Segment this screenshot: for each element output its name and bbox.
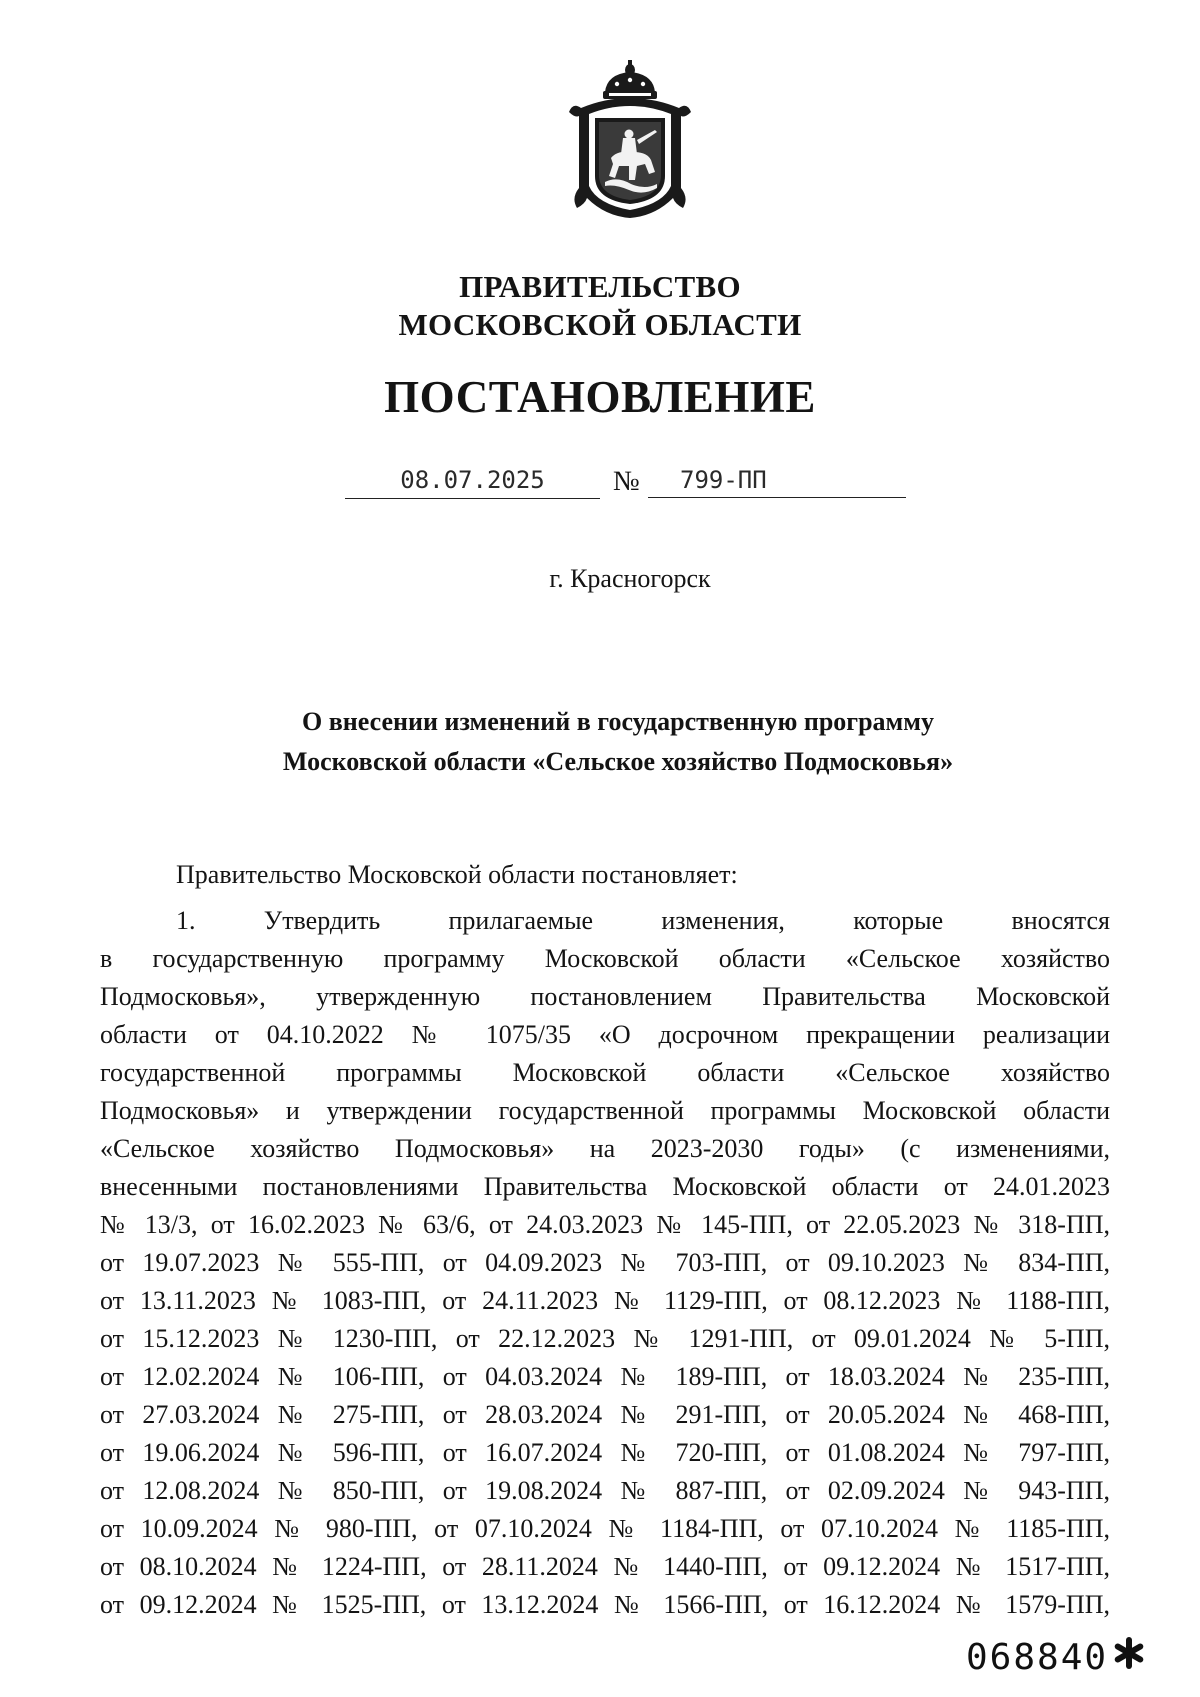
body-line: от 19.07.2023 № 555-ПП, от 04.09.2023 № 703-ПП, от 09.10.2023 № 834-ПП, (100, 1248, 1110, 1277)
body-line: от 12.08.2024 № 850-ПП, от 19.08.2024 № 887-ПП, от 02.09.2024 № 943-ПП, (100, 1476, 1110, 1505)
document-number: 799-ПП (648, 462, 906, 498)
body-line: «Сельское хозяйство Подмосковья» на 2023-2030 годы» (с изменениями, (100, 1134, 1110, 1163)
body-line: Подмосковья», утвержденную постановлением Правительства Московской (100, 982, 1110, 1011)
body-line: от 12.02.2024 № 106-ПП, от 04.03.2024 № 189-ПП, от 18.03.2024 № 235-ПП, (100, 1362, 1110, 1391)
government-title-line2: МОСКОВСКОЙ ОБЛАСТИ (398, 307, 802, 342)
body-line: от 13.11.2023 № 1083-ПП, от 24.11.2023 № 1129-ПП, от 08.12.2023 № 1188-ПП, (100, 1286, 1110, 1315)
body-line: области от 04.10.2022 № 1075/35 «О досрочном прекращении реализации (100, 1020, 1110, 1049)
subject-line1: О внесении изменений в государственную программу (302, 707, 934, 736)
city-of-issue: г. Красногорск (549, 564, 711, 593)
subject-line2: Московской области «Сельское хозяйство Подмосковья» (282, 747, 954, 776)
government-title-line1: ПРАВИТЕЛЬСТВО (459, 269, 741, 304)
form-serial-number: 068840 (966, 1637, 1109, 1678)
document-date: 08.07.2025 (345, 462, 600, 499)
document-type-title: ПОСТАНОВЛЕНИЕ (384, 372, 816, 422)
body-line: от 08.10.2024 № 1224-ПП, от 28.11.2024 № 1440-ПП, от 09.12.2024 № 1517-ПП, (100, 1552, 1110, 1581)
body-line: от 10.09.2024 № 980-ПП, от 07.10.2024 № 1184-ПП, от 07.10.2024 № 1185-ПП, (100, 1514, 1110, 1543)
coat-of-arms-icon (565, 58, 695, 220)
body-line: государственной программы Московской области «Сельское хозяйство (100, 1058, 1110, 1087)
body-line: в государственную программу Московской области «Сельское хозяйство (100, 944, 1110, 973)
body-line: № 13/3, от 16.02.2023 № 63/6, от 24.03.2023 № 145-ПП, от 22.05.2023 № 318-ПП, (100, 1210, 1110, 1239)
body-line: внесенными постановлениями Правительства Московской области от 24.01.2023 (100, 1172, 1110, 1201)
resolution-intro: Правительство Московской области постановляет: (176, 860, 738, 889)
asterisk-icon (1112, 1636, 1146, 1670)
body-line: от 27.03.2024 № 275-ПП, от 28.03.2024 № 291-ПП, от 20.05.2024 № 468-ПП, (100, 1400, 1110, 1429)
body-line: Подмосковья» и утверждении государственной программы Московской области (100, 1096, 1110, 1125)
body-line: 1. Утвердить прилагаемые изменения, которые вносятся (176, 906, 1110, 935)
body-line: от 19.06.2024 № 596-ПП, от 16.07.2024 № 720-ПП, от 01.08.2024 № 797-ПП, (100, 1438, 1110, 1467)
body-line: от 15.12.2023 № 1230-ПП, от 22.12.2023 № 1291-ПП, от 09.01.2024 № 5-ПП, (100, 1324, 1110, 1353)
body-line: от 09.12.2024 № 1525-ПП, от 13.12.2024 № 1566-ПП, от 16.12.2024 № 1579-ПП, (100, 1590, 1110, 1619)
number-sign: № (613, 466, 640, 497)
